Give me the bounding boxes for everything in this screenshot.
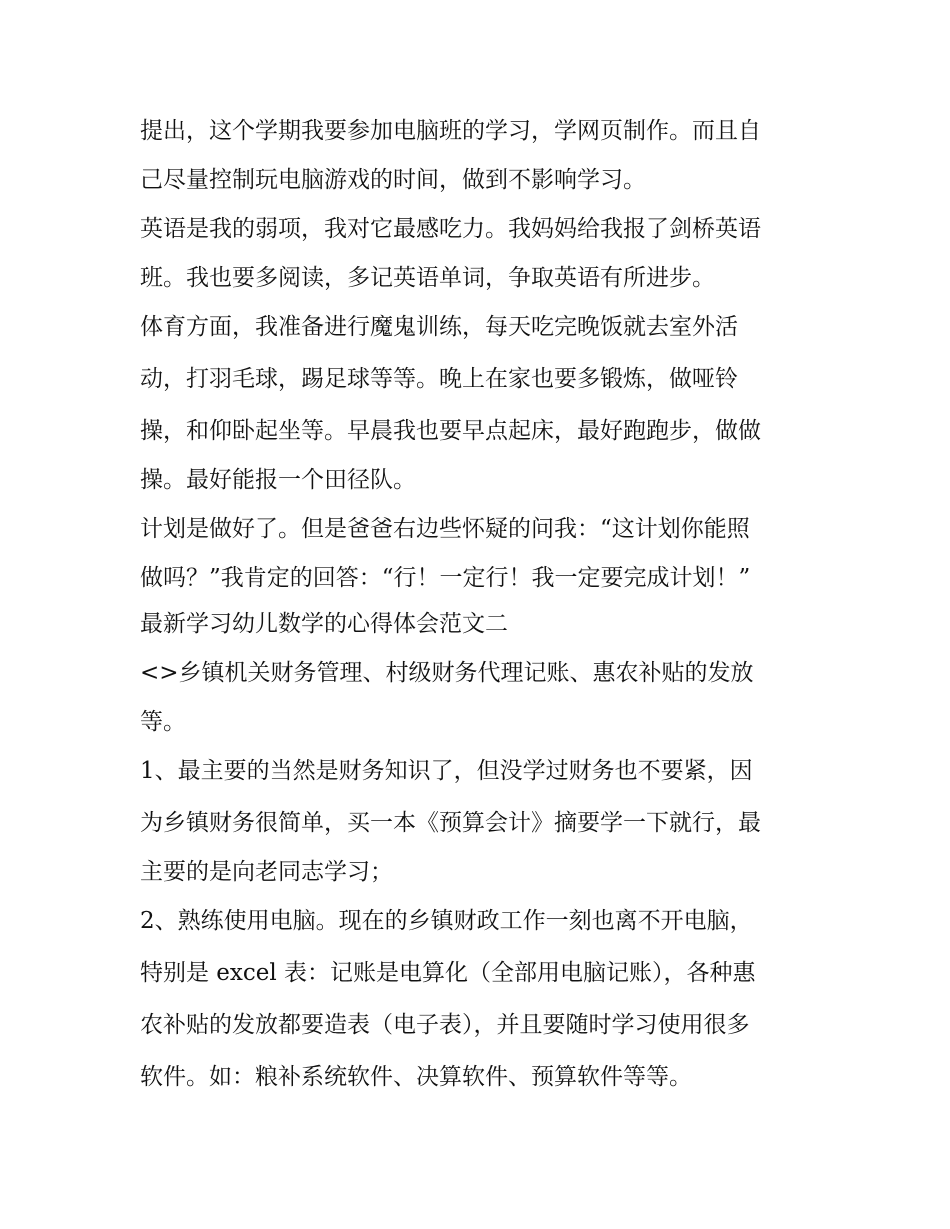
text-line: 软件。如：粮补系统软件、决算软件、预算软件等等。 — [140, 1064, 692, 1090]
text-line: 1、最主要的当然是财务知识了，但没学过财务也不要紧，因 — [140, 758, 753, 784]
text-line: 操，和仰卧起坐等。早晨我也要早点起床，最好跑跑步，做做 — [140, 418, 761, 444]
text-line: 特别是 excel 表：记账是电算化（全部用电脑记账），各种惠 — [140, 960, 756, 986]
text-line: 提出，这个学期我要参加电脑班的学习，学网页制作。而且自 — [140, 118, 761, 144]
text-line: 己尽量控制玩电脑游戏的时间，做到不影响学习。 — [140, 167, 646, 193]
text-line: 等。 — [140, 709, 186, 735]
text-line: 班。我也要多阅读，多记英语单词，争取英语有所进步。 — [140, 265, 715, 291]
text-line: 操。最好能报一个田径队。 — [140, 467, 416, 493]
text-line: <>乡镇机关财务管理、村级财务代理记账、惠农补贴的发放 — [140, 660, 754, 686]
text-line: 动，打羽毛球，踢足球等等。晚上在家也要多锻炼，做哑铃 — [140, 366, 738, 392]
text-line: 主要的是向老同志学习； — [140, 859, 393, 885]
section-heading: 最新学习幼儿数学的心得体会范文二 — [140, 611, 508, 637]
text-line: 做吗？”我肯定的回答：“行！一定行！我一定要完成计划！” — [140, 565, 751, 591]
text-line: 农补贴的发放都要造表（电子表），并且要随时学习使用很多 — [140, 1012, 750, 1038]
text-line: 体育方面，我准备进行魔鬼训练，每天吃完晚饭就去室外活 — [140, 314, 738, 340]
text-line: 为乡镇财务很简单，买一本《预算会计》摘要学一下就行，最 — [140, 810, 761, 836]
text-line: 英语是我的弱项，我对它最感吃力。我妈妈给我报了剑桥英语 — [140, 216, 761, 242]
text-line: 2、熟练使用电脑。现在的乡镇财政工作一刻也离不开电脑， — [140, 908, 753, 934]
text-line: 计划是做好了。但是爸爸右边些怀疑的问我：“这计划你能照 — [140, 516, 750, 542]
document-body — [140, 105, 820, 1103]
